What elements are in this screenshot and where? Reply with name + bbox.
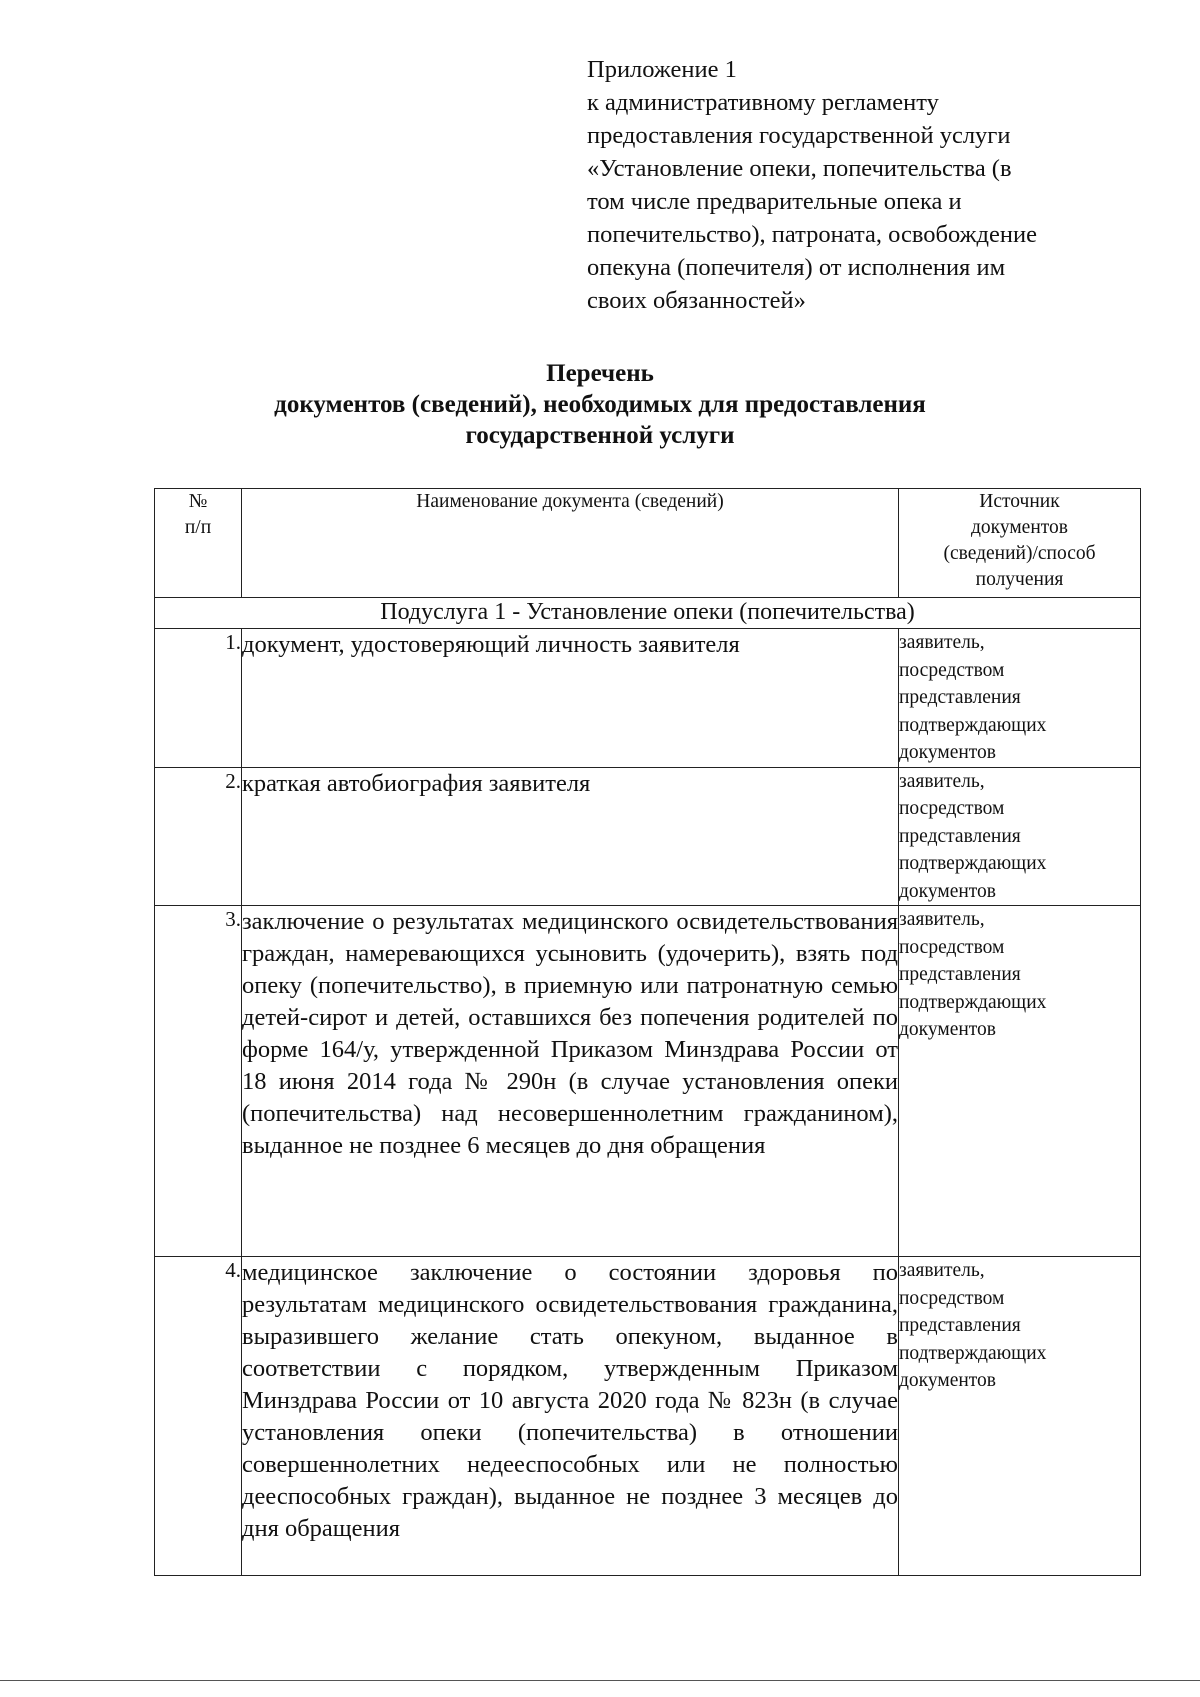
subservice-row [155,598,1141,629]
annex-line: своих обязанностей» [587,287,806,314]
table-row [155,906,1141,1257]
title-line-2: документов (сведений), необходимых для предоставления [274,391,926,418]
annex-line: предоставления государственной услуги [587,122,1011,149]
annex-line: Приложение 1 [587,56,737,83]
header-name: Наименование документа (сведений) [242,489,899,598]
annex-line: том числе предварительные опека и [587,188,962,215]
annex-line: к административному регламенту [587,89,939,116]
row-name: заключение о результатах медицинского освидетельствования граждан, намеревающихся усыновить (удочерить), взять под опеку (попечительство), в приемную или патронатную семью детей-сирот и детей, оставшихся без попечения родителей по форме 164/у, утвержденной Приказом Минздрава России от 18 июня 2014 года № 290н (в случае установления опеки (попечительства) над несовершеннолетним гражданином), выданное не позднее 6 месяцев до дня обращения [242,906,899,1257]
row-source: заявитель, посредством представления подтверждающих документов [899,767,1141,906]
annex-header [587,53,1127,317]
subservice-title: Подуслуга 1 - Установление опеки (попечительства) [155,598,1141,629]
row-name: краткая автобиография заявителя [242,767,899,906]
annex-line: попечительство), патроната, освобождение [587,221,1037,248]
row-num: 4. [155,1257,242,1576]
annex-line: «Установление опеки, попечительства (в [587,155,1012,182]
documents-table [154,488,1141,1576]
row-num: 3. [155,906,242,1257]
table-row [155,1257,1141,1576]
header-num: № п/п [155,489,242,598]
row-num: 2. [155,767,242,906]
annex-line: опекуна (попечителя) от исполнения им [587,254,1006,281]
row-source: заявитель, посредством представления подтверждающих документов [899,1257,1141,1576]
title-line-1: Перечень [546,360,654,387]
row-name: медицинское заключение о состоянии здоровья по результатам медицинского освидетельствования гражданина, выразившего желание стать опекуном, выданное в соответствии с порядком, утвержденным Приказом Минздрава России от 10 августа 2020 года № 823н (в случае установления опеки (попечительства) в отношении совершеннолетних недееспособных или не полностью дееспособных граждан), выданное не позднее 3 месяцев до дня обращения [242,1257,899,1576]
row-name: документ, удостоверяющий личность заявителя [242,629,899,768]
title-line-3: государственной услуги [465,422,735,449]
header-source: Источник документов (сведений)/способ получения [899,489,1141,598]
document-title [0,358,1200,451]
row-source: заявитель, посредством представления подтверждающих документов [899,906,1141,1257]
page-bottom-divider [0,1680,1200,1681]
table-row [155,629,1141,768]
table-header-row [155,489,1141,598]
row-source: заявитель, посредством представления подтверждающих документов [899,629,1141,768]
table-row [155,767,1141,906]
row-num: 1. [155,629,242,768]
